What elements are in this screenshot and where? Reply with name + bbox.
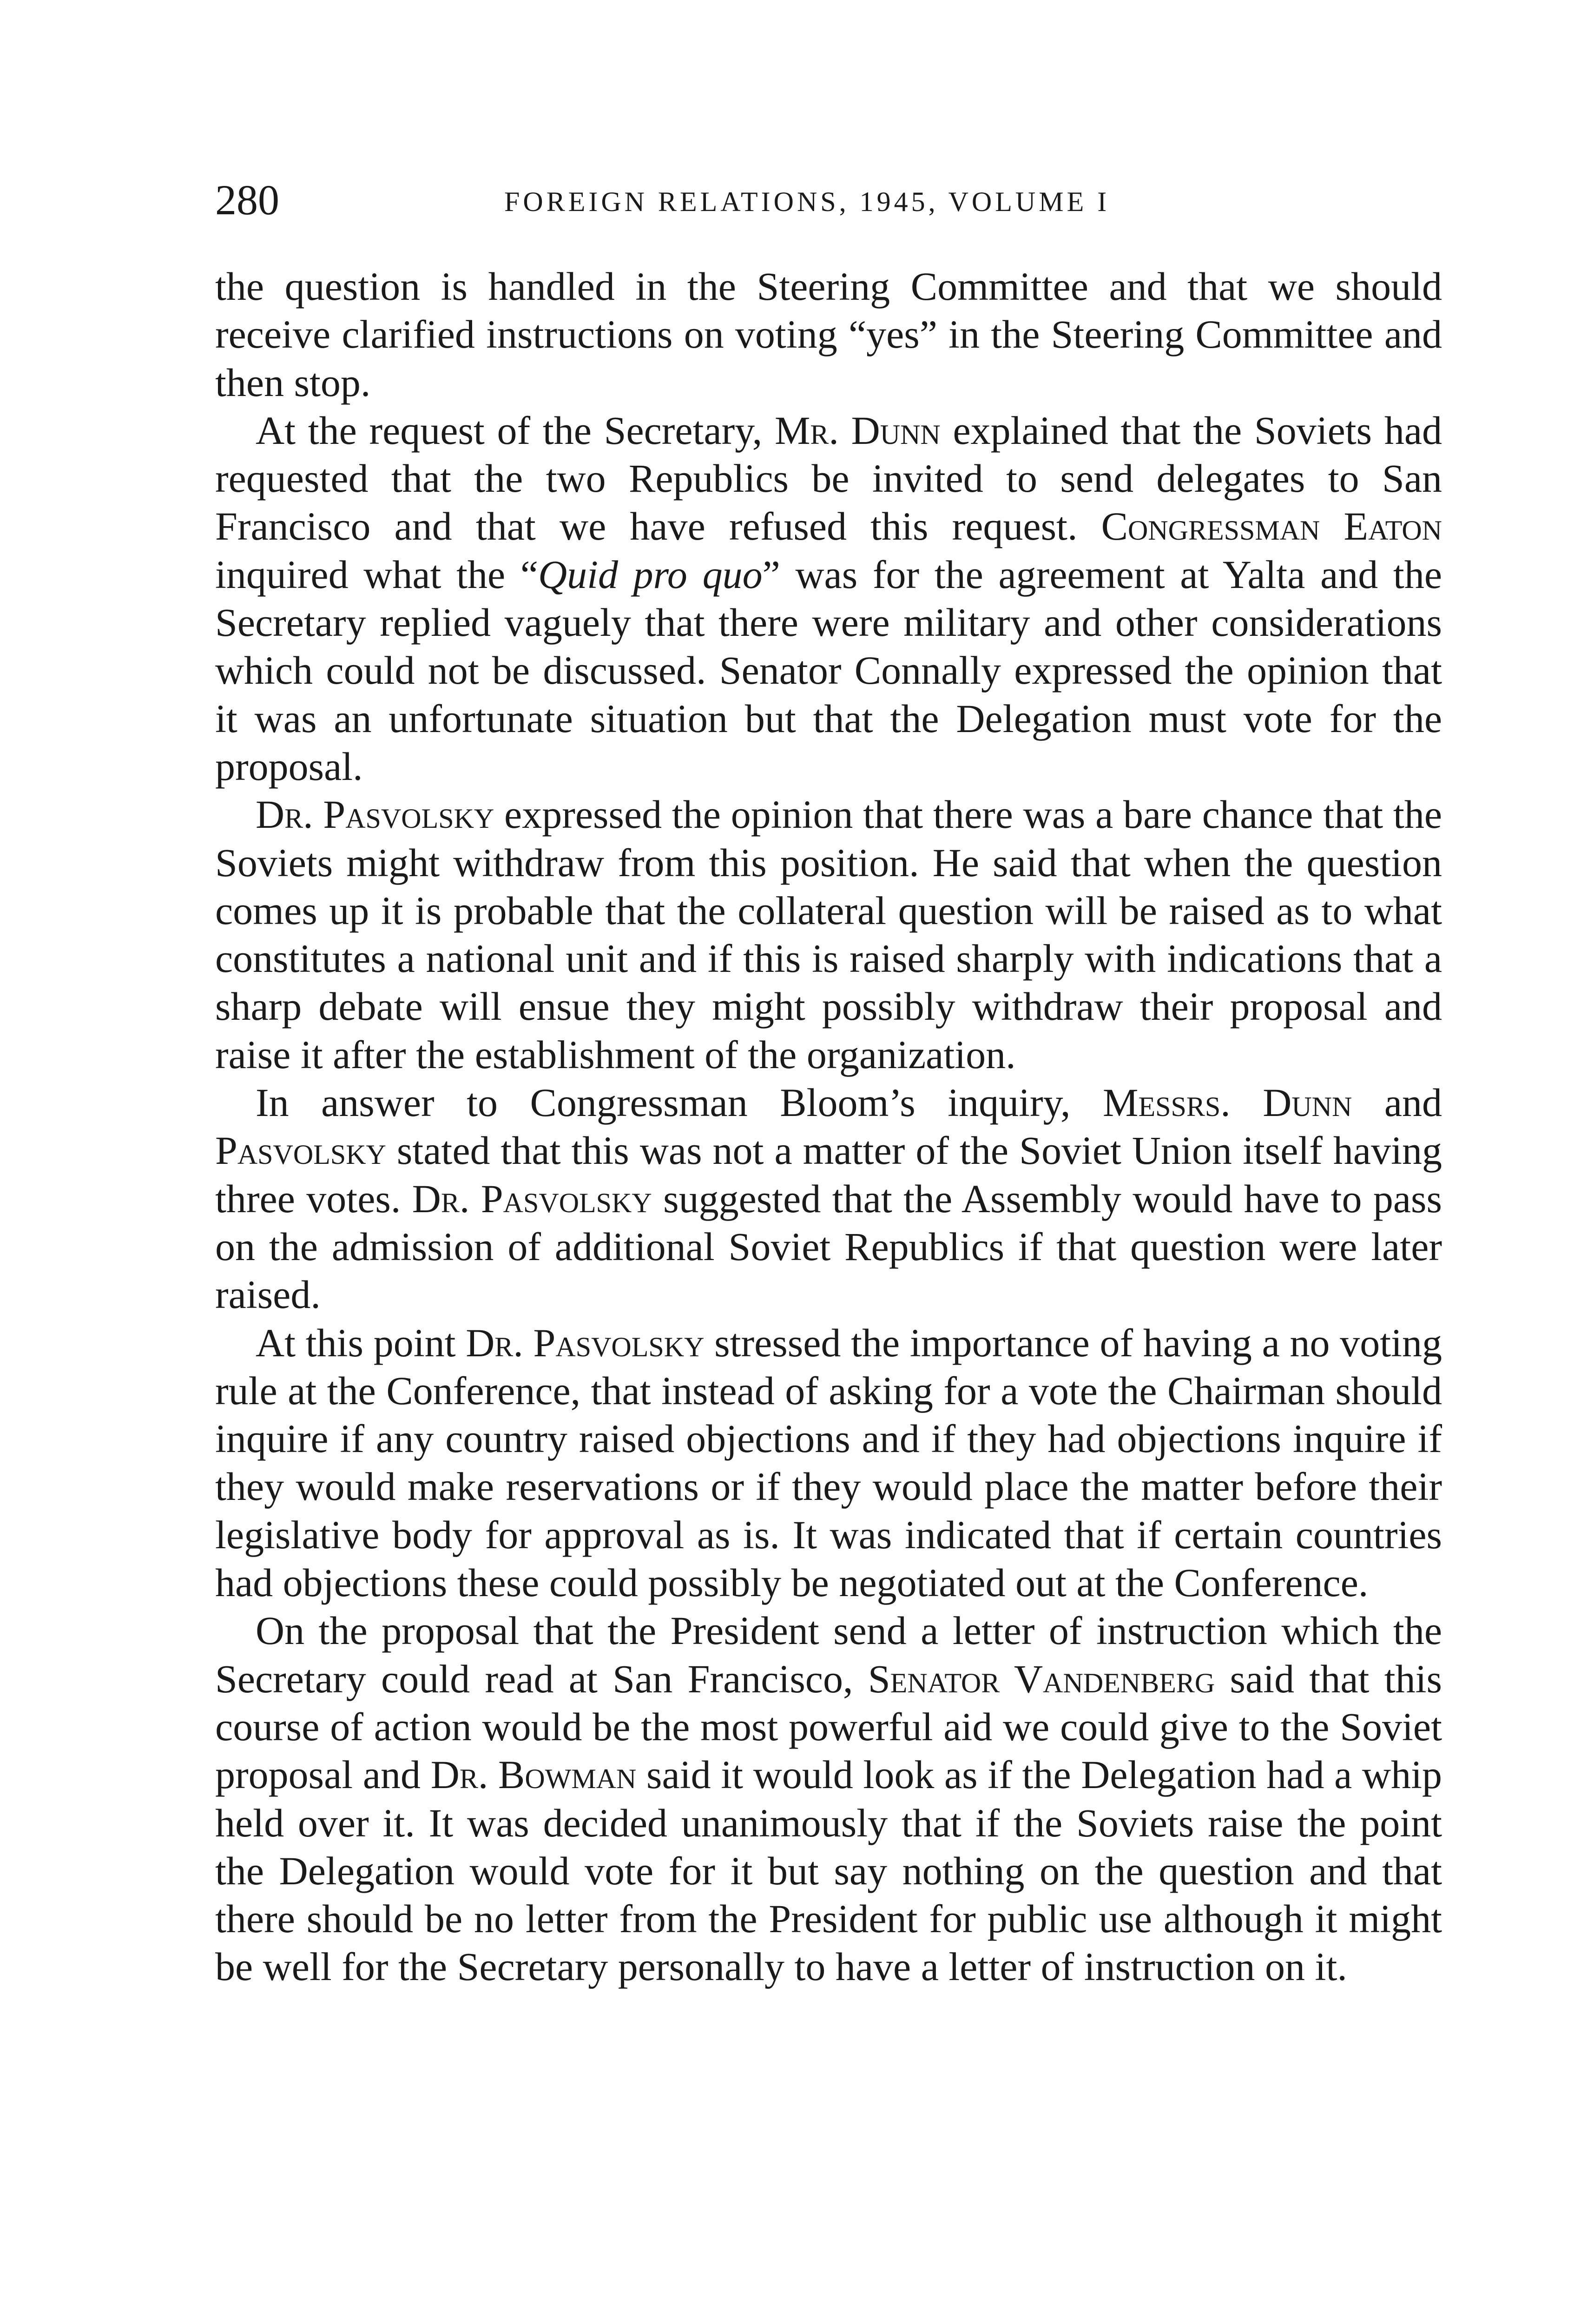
text-run: and	[1352, 1080, 1442, 1125]
speaker-name: Congressman Eaton	[1101, 504, 1442, 549]
body-text	[215, 263, 1442, 1991]
text-run: suggested that the Assembly would have to pass on the admission of additional Soviet Republics if that question were later raised.	[215, 1176, 1442, 1317]
text-run: In answer to Congressman Bloom’s inquiry,	[256, 1080, 1103, 1125]
text-run: At this point	[256, 1320, 466, 1365]
speaker-name: Messrs. Dunn	[1103, 1080, 1352, 1125]
speaker-name: Dr. Pasvolsky	[412, 1176, 652, 1221]
speaker-name: Dr. Bowman	[430, 1752, 637, 1797]
text-run: At the request of the Secretary,	[256, 408, 775, 453]
text-run: said it would look as if the Delegation had a whip held over it. It was decided unanimously that if the Soviets raise the point the Delegation would vote for it but say nothing on the question and that there should be no letter from the President for public use although it might be well for the Secretary personally to have a letter of instruction on it.	[215, 1752, 1442, 1989]
text-run: inquired what the “	[215, 552, 538, 597]
paragraph	[215, 791, 1442, 1079]
paragraph	[215, 1079, 1442, 1319]
text-run: stressed the importance of having a no voting rule at the Conference, that instead of asking for a vote the Chairman should inquire if any country raised objections and if they had objections inquire if they would make reservations or if they would place the matter before their legislative body for approval as is. It was indicated that if certain countries had objections these could possibly be negotiated out at the Conference.	[215, 1320, 1442, 1605]
speaker-name: Senator Vandenberg	[868, 1656, 1215, 1701]
text-run: explained that the Soviets had requested that the two Republics be invited to send delegates to San Francisco and that we have refused this request.	[215, 408, 1442, 549]
italic-phrase: Quid pro quo	[538, 552, 763, 597]
text-run: On the proposal that the President send a letter of instruction which the Secretary could read at San Francisco,	[215, 1608, 1442, 1701]
text-run: ” was for the agreement at Yalta and the Secretary replied vaguely that there were military and other considerations which could not be discussed. Senator Connally expressed the opinion that it was an unfortunate situation but that the Delegation must vote for the proposal.	[215, 552, 1442, 789]
page-number: 280	[215, 176, 279, 224]
text-run: expressed the opinion that there was a bare chance that the Soviets might withdraw from this position. He said that when the question comes up it is probable that the collateral question will be raised as to what constitutes a national unit and if this is raised sharply with indications that a sharp debate will ensue they might possibly withdraw their proposal and raise it after the establishment of the organization.	[215, 792, 1442, 1077]
speaker-name: Mr. Dunn	[774, 408, 941, 453]
paragraph	[215, 1319, 1442, 1607]
running-head	[215, 174, 1442, 230]
running-title: FOREIGN RELATIONS, 1945, VOLUME I	[504, 186, 1110, 217]
text-run: said that this course of action would be the most powerful aid we could give to the Soviet proposal and	[215, 1656, 1442, 1797]
speaker-name: Pasvolsky	[215, 1128, 386, 1173]
paragraph	[215, 263, 1442, 407]
paragraph	[215, 1607, 1442, 1991]
speaker-name: Dr. Pasvolsky	[256, 792, 494, 837]
text-run: the question is handled in the Steering Committee and that we should receive clarified instructions on voting “yes” in the Steering Committee and then stop.	[215, 264, 1442, 405]
paragraph	[215, 407, 1442, 791]
text-run: stated that this was not a matter of the Soviet Union itself having three votes.	[215, 1128, 1442, 1221]
speaker-name: Dr. Pasvolsky	[466, 1320, 705, 1365]
